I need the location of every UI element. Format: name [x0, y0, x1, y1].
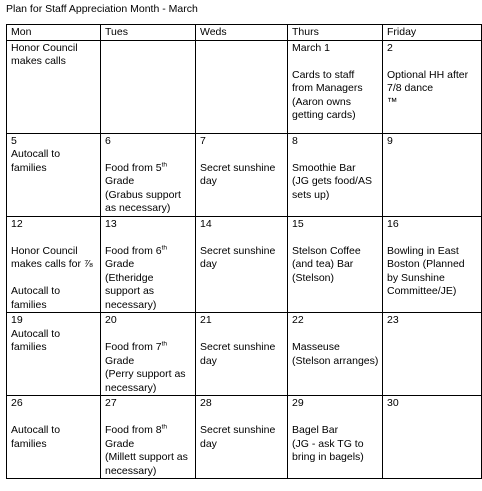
day-cell: [383, 313, 482, 396]
week-row: [7, 216, 482, 313]
week-row: [7, 40, 482, 133]
day-cell: [383, 396, 482, 479]
cell-text: 5 Autocall to families: [11, 134, 61, 174]
cell-text: Honor Council makes calls: [11, 41, 78, 67]
cell-text: 22 Masseuse (Stelson arranges): [292, 314, 379, 367]
column-header: Friday: [383, 25, 482, 41]
day-cell: [288, 313, 383, 396]
cell-text: 8 Smoothie Bar (JG gets food/AS sets up): [292, 134, 372, 201]
calendar-table: [6, 24, 482, 479]
day-cell: [101, 133, 196, 216]
day-cell: [196, 216, 288, 313]
week-row: [7, 313, 482, 396]
cell-text: 7 Secret sunshine day: [200, 134, 276, 187]
day-cell: [101, 216, 196, 313]
day-cell: [288, 133, 383, 216]
day-cell: [196, 133, 288, 216]
ordinal-suffix: th: [161, 244, 168, 251]
cell-text: 14 Secret sunshine day: [200, 217, 276, 270]
cell-text: 27 Food from 8: [105, 397, 162, 436]
cell-text: 6 Food from 5: [105, 134, 162, 174]
week-row: [7, 396, 482, 479]
day-cell: [288, 40, 383, 133]
cell-text: 20 Food from 7: [105, 314, 162, 353]
header-row: [7, 25, 482, 41]
cell-text: 12 Honor Council makes calls for ⅞ Autocall to families: [11, 217, 93, 311]
day-cell: [288, 216, 383, 313]
cell-text: 21 Secret sunshine day: [200, 314, 276, 367]
ordinal-suffix: th: [161, 340, 168, 348]
column-header: Thurs: [288, 25, 383, 41]
day-cell: [196, 40, 288, 133]
day-cell: [383, 133, 482, 216]
day-cell: [196, 313, 288, 396]
ordinal-suffix: th: [161, 161, 168, 168]
cell-text: 23: [387, 314, 399, 326]
day-cell: [383, 216, 482, 313]
day-cell: [288, 396, 383, 479]
column-header: Mon: [7, 25, 101, 41]
cell-text: 28 Secret sunshine day: [200, 397, 276, 450]
cell-text: 26 Autocall to families: [11, 397, 61, 450]
cell-text: March 1 Cards to staff from Managers (Aaron owns getting cards): [292, 41, 363, 121]
page-title: Plan for Staff Appreciation Month - March: [6, 3, 198, 15]
cell-text: Grade (Etheridge support as necessary): [105, 258, 157, 311]
column-header: Tues: [101, 25, 196, 41]
day-cell: [7, 396, 101, 479]
cell-text: 16 Bowling in East Boston (Planned by Sunshine Committee/JE): [387, 217, 465, 297]
day-cell: [383, 40, 482, 133]
cell-text: Grade (Perry support as necessary): [105, 354, 186, 394]
cell-text: 9: [387, 134, 393, 147]
cell-text: 30: [387, 397, 399, 409]
day-cell: [7, 216, 101, 313]
column-header: Weds: [196, 25, 288, 41]
cell-text: 19 Autocall to families: [11, 314, 61, 353]
week-row: [7, 133, 482, 216]
cell-text: 15 Stelson Coffee (and tea) Bar (Stelson): [292, 217, 361, 284]
cell-text: 13 Food from 6: [105, 217, 162, 257]
cell-text: Grade (Grabus support as necessary): [105, 175, 181, 214]
day-cell: [7, 40, 101, 133]
cell-text: 29 Bagel Bar (JG - ask TG to bring in bagels): [292, 397, 364, 463]
day-cell: [101, 40, 196, 133]
day-cell: [196, 396, 288, 479]
day-cell: [7, 313, 101, 396]
cell-text: 2 Optional HH after 7/8 dance ™: [387, 41, 469, 108]
cell-text: Grade (Millett support as necessary): [105, 437, 188, 477]
day-cell: [101, 396, 196, 479]
day-cell: [7, 133, 101, 216]
day-cell: [101, 313, 196, 396]
ordinal-suffix: th: [161, 423, 168, 431]
